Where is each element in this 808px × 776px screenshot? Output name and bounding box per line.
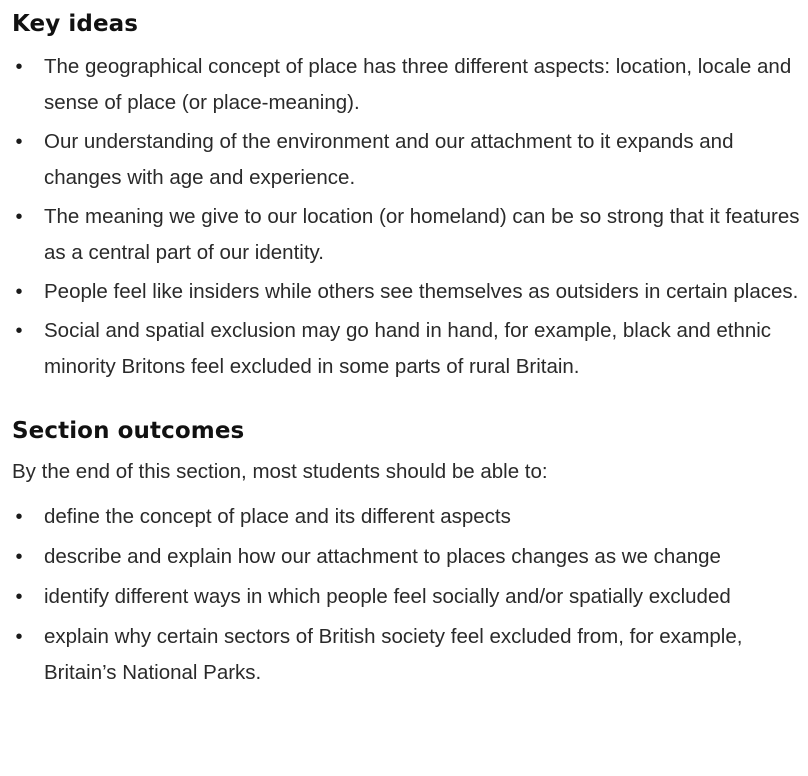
key-ideas-heading: Key ideas — [12, 11, 139, 37]
key-idea-item — [12, 274, 802, 310]
bullet-icon: • — [15, 56, 23, 78]
outcome-text: describe and explain how our attachment to places changes as we change — [44, 545, 721, 568]
bullet-icon: • — [15, 320, 23, 342]
key-idea-item — [12, 49, 802, 121]
outcome-item — [12, 499, 802, 535]
key-idea-text: The meaning we give to our location (or homeland) can be so strong that it features as a central part of our identity. — [44, 205, 800, 264]
bullet-icon: • — [15, 586, 23, 608]
bullet-icon: • — [15, 206, 23, 228]
bullet-icon: • — [15, 506, 23, 528]
outcome-text: define the concept of place and its different aspects — [44, 505, 511, 528]
outcome-item — [12, 619, 802, 691]
outcome-item — [12, 539, 802, 575]
key-idea-item — [12, 313, 802, 385]
outcome-text: identify different ways in which people feel socially and/or spatially excluded — [44, 585, 731, 608]
key-idea-text: Social and spatial exclusion may go hand in hand, for example, black and ethnic minority Britons feel excluded in some parts of rural Britain. — [44, 319, 772, 378]
section-outcomes-heading: Section outcomes — [12, 418, 245, 444]
key-idea-text: Our understanding of the environment and our attachment to it expands and changes with age and experience. — [44, 130, 734, 189]
key-idea-text: The geographical concept of place has three different aspects: location, locale and sense of place (or place-meaning). — [44, 55, 792, 114]
bullet-icon: • — [15, 626, 23, 648]
outcome-text: explain why certain sectors of British society feel excluded from, for example, Britain’s National Parks. — [44, 625, 743, 684]
bullet-icon: • — [15, 131, 23, 153]
bullet-icon: • — [15, 546, 23, 568]
section-outcomes-intro: By the end of this section, most students should be able to: — [12, 460, 548, 483]
bullet-icon: • — [15, 281, 23, 303]
key-ideas-list — [12, 49, 802, 385]
section-outcomes-list — [12, 499, 802, 691]
key-idea-item — [12, 124, 802, 196]
key-idea-item — [12, 199, 802, 271]
key-idea-text: People feel like insiders while others see themselves as outsiders in certain places. — [44, 280, 799, 303]
outcome-item — [12, 579, 802, 615]
document-page — [12, 8, 802, 695]
